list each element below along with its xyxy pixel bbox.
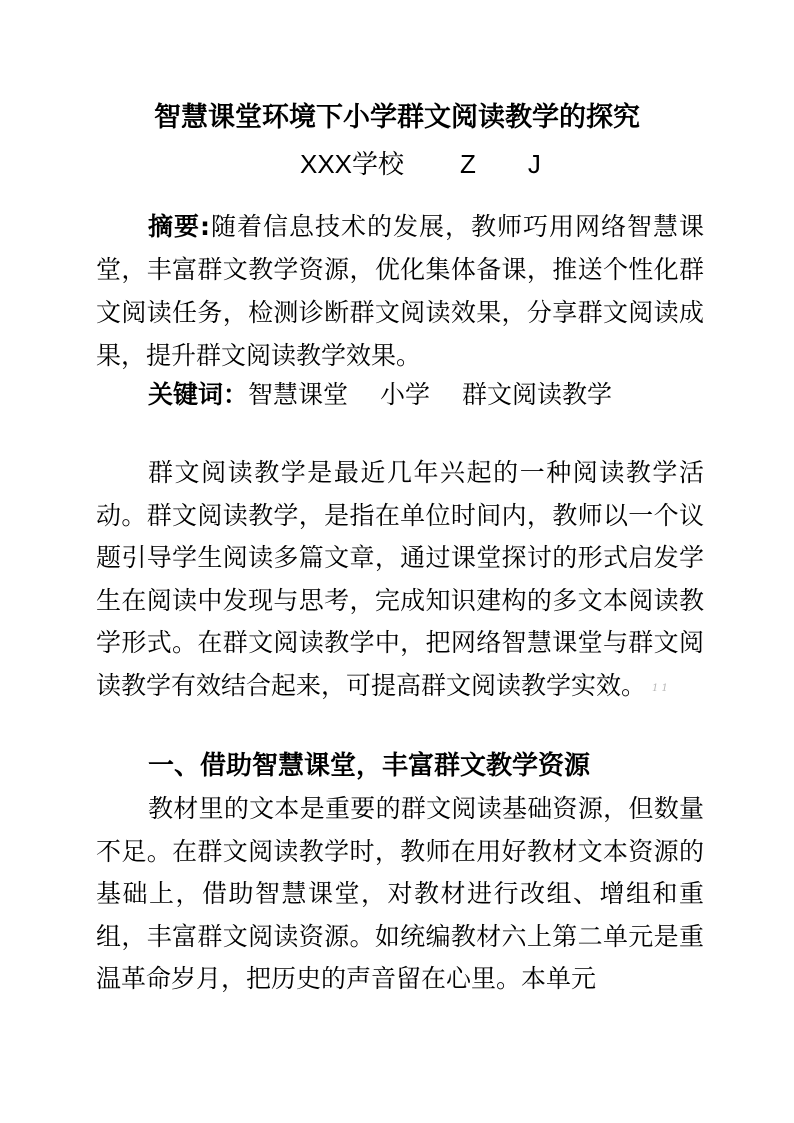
keyword-item: 智慧课堂 [248,380,349,409]
footnote-mark: 1 1 [652,682,668,694]
intro-text: 群文阅读教学是最近几年兴起的一种阅读教学活动。群文阅读教学，是指在单位时间内，教师以一个议题引导学生阅读多篇文章，通过课堂探讨的形式启发学生在阅读中发现与思考，完成知识建构的多文本阅读教学形式。在群文阅读教学中，把网络智慧课堂与群文阅读教学有效结合起来，可提高群文阅读教学实效。 [96,458,704,700]
author-name-part1: Z [460,149,476,179]
author-school: XXX学校 [300,149,405,179]
section-text: 教材里的文本是重要的群文阅读基础资源，但数量不足。在群文阅读教学时，教师在用好教材文本资源的基础上，借助智慧课堂，对教材进行改组、增组和重组，丰富群文阅读资源。如统编教材六上第二单元是重温革命岁月，把历史的声音留在心里。本单元 [96,794,704,993]
section-heading: 一、借助智慧课堂，丰富群文教学资源 [148,751,591,781]
author-line [300,146,541,182]
intro-paragraph [96,452,704,710]
abstract-text: 随着信息技术的发展，教师巧用网络智慧课堂，丰富群文教学资源，优化集体备课，推送个性化群文阅读任务，检测诊断群文阅读效果，分享群文阅读成果，提升群文阅读教学效果。 [96,212,704,370]
keywords-label: 关键词： [148,380,249,409]
keyword-item: 群文阅读教学 [462,380,613,409]
keyword-item: 小学 [380,380,431,409]
keywords-line [96,373,704,416]
abstract-paragraph [96,205,704,377]
abstract-label: 摘要: [148,212,210,241]
section-paragraph [96,788,704,1001]
author-name-part2: J [527,149,541,179]
document-title: 智慧课堂环境下小学群文阅读教学的探究 [154,102,640,133]
